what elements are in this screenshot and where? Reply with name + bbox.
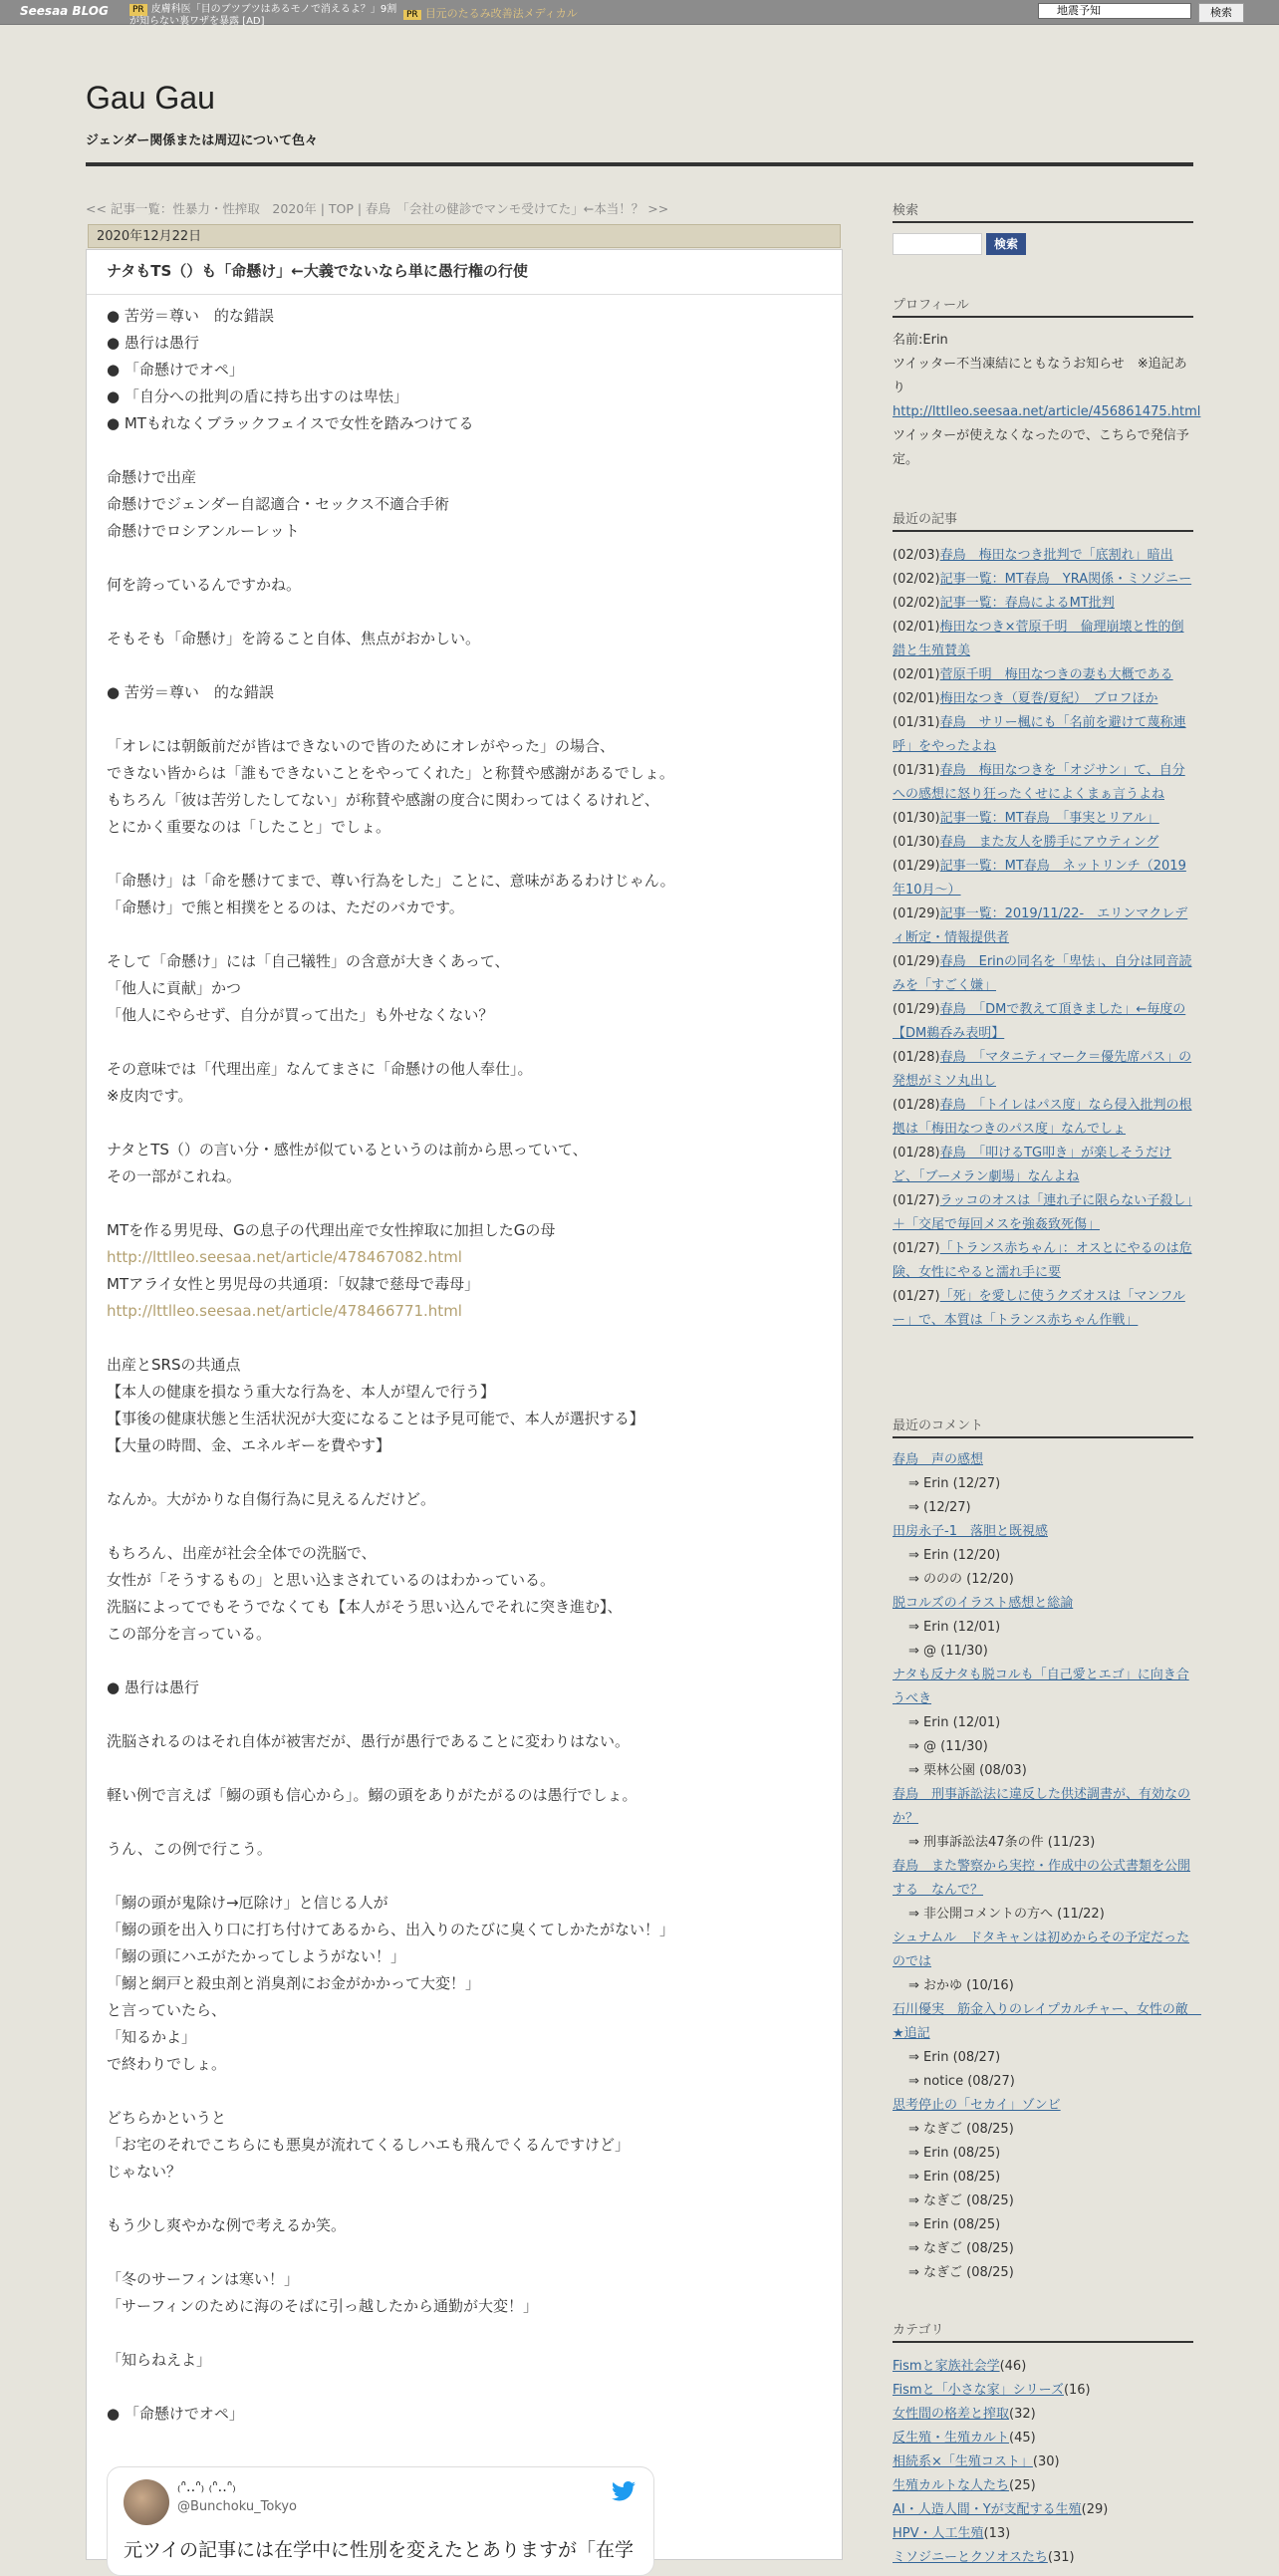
category-item [893,2522,1193,2546]
article-line: もちろん、出産が社会全体での洗脳で、 [107,1544,377,1562]
tweet-text: 元ツイの記事には在学中に性別を変えたとありますが「在学 [124,2539,635,2561]
recent-articles-heading: 最近の記事 [893,508,1193,532]
ad-banner-1[interactable] [129,4,398,28]
article-line [107,1863,824,1890]
pr-badge: PR [129,4,147,16]
article-line [107,437,824,464]
recent-article-link[interactable]: 菅原千明 梅田なつきの妻も大概である [939,667,1173,682]
recent-article-link[interactable]: 春鳥 Erinの同名を「卑怯」、自分は同音読みを「すごく嫌」 [893,954,1192,993]
comment-entry[interactable]: ⇒ @ (11/30) [908,1739,988,1754]
recent-article-link[interactable]: 「トランス赤ちゃん」：オスとにやるのは危険、女性にやると濡れ手に要 [893,1241,1192,1280]
article-line: そして「命懸け」には「自己犠牲」の含意が大きくあって、 [107,952,510,970]
categories-heading: カテゴリ [893,2319,1193,2343]
category-count: (32) [1009,2407,1036,2422]
article-line [107,1325,824,1352]
article-line: ● 「自分への批判の盾に持ち出すのは卑怯」 [107,387,408,405]
recent-article-item [893,855,1193,902]
category-link[interactable]: ミソジニーとクソオスたち [893,2550,1048,2565]
category-link[interactable]: Fismと「小さな家」シリーズ [893,2383,1064,2398]
recent-article-item [893,831,1193,855]
recent-article-item [893,950,1193,998]
recent-article-link[interactable]: 記事一覧：2019/11/22- エリンマクレディ断定・情報提供者 [893,906,1188,945]
recent-article-link[interactable]: 梅田なつき×菅原千明 倫理崩壊と性的倒錯と生殖賛美 [893,620,1184,658]
blog-description: ジェンダー関係または周辺について色々 [86,133,318,148]
comment-article-item [893,1927,1193,1974]
article-line: その一部がこれね。 [107,1167,242,1185]
recent-article-item [893,902,1193,950]
article-line: 「命懸け」で熊と相撲をとるのは、ただのバカです。 [107,899,464,916]
article-line [107,2320,824,2347]
article-line [107,2186,824,2212]
search-heading: 検索 [893,199,1193,223]
recent-article-date: (01/29) [893,859,940,874]
category-count: (31) [1047,2550,1075,2565]
article-line [107,1513,824,1540]
article-line: なんか。大がかりな自傷行為に見えるんだけど。 [107,1490,436,1508]
article-line [107,599,824,626]
recent-article-date: (02/01) [893,667,940,682]
article-line: ● 「命懸けでオペ」 [107,2405,244,2423]
comment-entry[interactable]: ⇒ おかゆ (10/16) [908,1978,1014,1993]
article-line: ※皮肉です。 [107,1087,193,1105]
comment-article-link[interactable]: シュナムル ドタキャンは初めからその予定だったのでは [893,1931,1190,1969]
recent-article-date: (01/28) [893,1050,940,1065]
comment-entry[interactable]: ⇒ Erin (08/25) [908,2217,1001,2232]
article-title[interactable]: ナタもTS（）も「命懸け」←大義でないなら単に愚行権の行使 [107,262,528,280]
article-line: ● 「命懸けでオペ」 [107,361,244,379]
comment-article-item [893,1998,1201,2046]
article-line [107,921,824,948]
article-line [107,545,824,572]
recent-article-date: (01/30) [893,811,940,826]
recent-article-link[interactable]: 春鳥 梅田なつき批判で「底割れ」暗出 [939,548,1173,563]
recent-article-link[interactable]: 春鳥 また友人を勝手にアウティング [939,835,1159,850]
profile-name: 名前:Erin [893,333,948,348]
article-line [107,841,824,868]
comment-entry[interactable]: ⇒ なぎご (08/25) [908,2265,1014,2280]
article-line [107,1110,824,1137]
embedded-tweet[interactable] [107,2466,654,2576]
recent-comments-list [893,1448,1201,2285]
article-line: 【大量の時間、金、エネルギーを費やす】 [107,1436,391,1454]
recent-article-date: (02/01) [893,691,940,706]
recent-article-date: (01/27) [893,1193,940,1208]
comment-article-link[interactable]: 春鳥 また警察から実控・作成中の公式書類を公開する なんで？ [893,1859,1191,1898]
article-line [107,2078,824,2105]
article-line: その意味では「代理出産」なんてまさに「命懸けの他人奉仕」。 [107,1060,533,1078]
article-line: 洗脳によってでもそうでなくても【本人がそう思い込んでそれに突き進む】、 [107,1598,623,1616]
category-count: (16) [1063,2383,1091,2398]
article-line: MTを作る男児母、Gの息子の代理出産で女性搾取に加担したGの母 [107,1221,556,1239]
recent-article-link[interactable]: 春鳥 梅田なつきを「オジサン」て、自分への感想に怒り狂ったくせによくまぁ言うよね [893,763,1185,802]
comment-entry[interactable]: ⇒ Erin (12/20) [908,1548,1001,1563]
ad-banner-2[interactable] [403,5,578,21]
comment-article-link[interactable]: 春鳥 声の感想 [893,1452,984,1467]
comment-article-link[interactable]: 思考停止の「セカイ」ゾンビ [893,2098,1061,2113]
sidebar-search-button[interactable]: 検索 [986,233,1026,255]
article-line: ● MTもれなくブラックフェイスで女性を踏みつけてる [107,414,474,432]
comment-article-link[interactable]: 田房永子-1 落胆と既視感 [893,1524,1048,1539]
tweet-author-name[interactable]: ₍ᐢ‥ᐢ₎ ₍ᐢ‥ᐢ₎ [177,2479,236,2495]
categories-list [893,2355,1193,2570]
article-line [107,2374,824,2401]
article-line [107,1648,824,1674]
recent-article-date: (01/30) [893,835,940,850]
article-line: 「鰯と網戸と殺虫剤と消臭剤にお金がかかって大変！」 [107,1974,481,1992]
recent-article-item [893,616,1193,663]
article-line: 出産とSRSの共通点 [107,1356,241,1374]
article-line: 【本人の健康を損なう重大な行為を、本人が望んで行う】 [107,1383,496,1401]
recent-article-item [893,1142,1193,1189]
category-count: (46) [999,2359,1027,2374]
article-line: ● 愚行は愚行 [107,334,199,352]
article-line: 洗脳されるのはそれ自体が被害だが、愚行が愚行であることに変わりはない。 [107,1732,631,1750]
article-line: 命懸けで出産 [107,468,197,486]
article-line: どちらかというと [107,2109,227,2127]
recent-article-link[interactable]: 春鳥 「マタニティマーク＝優先席パス」の発想がミソ丸出し [893,1050,1192,1089]
article-line: ● 苦労＝尊い 的な錯誤 [107,307,274,325]
recent-article-date: (02/03) [893,548,940,563]
comment-article-item [893,1664,1193,1711]
top-search-button[interactable]: 検索 [1198,3,1244,23]
avatar[interactable] [124,2479,169,2525]
comment-article-item [893,1592,1193,1616]
comment-article-link[interactable]: 脱コルズのイラスト感想と総論 [893,1596,1074,1611]
comment-entry[interactable]: ⇒ ののの (12/20) [908,1572,1014,1587]
recent-article-link[interactable]: 春鳥 「DMで教えて頂きました」←毎度の【DM鵜呑み表明】 [893,1002,1186,1041]
header-divider [86,162,1193,166]
comment-entry[interactable]: ⇒ Erin (12/01) [908,1620,1001,1635]
article-line: もちろん「彼は苦労したしてない」が称賛や感謝の度合に関わってはくるけれど、 [107,791,659,809]
comment-entry[interactable]: ⇒ @ (11/30) [908,1644,988,1659]
recent-article-link[interactable]: 梅田なつき（夏巻/夏紀） ブロフほか [939,691,1158,706]
recent-article-date: (01/29) [893,906,940,921]
comment-article-link[interactable]: 石川優実 筋金入りのレイプカルチャー、女性の敵 ★追記 [893,2002,1201,2041]
article-line [107,1029,824,1056]
twitter-bird-icon[interactable] [611,2481,637,2501]
article-line: 「オレには朝飯前だが皆はできないので皆のためにオレがやった」の場合、 [107,737,616,755]
profile-note: ツイッター不当凍結にともなうお知らせ ※追記あり [893,357,1187,395]
category-item [893,2355,1193,2379]
recent-article-date: (01/28) [893,1098,940,1113]
comment-entry[interactable]: ⇒ Erin (08/25) [908,2146,1001,2161]
recent-articles-list [893,544,1193,1333]
category-count: (30) [1032,2454,1060,2469]
article-line: じゃない？ [107,2163,182,2181]
recent-article-link[interactable]: 記事一覧：MT春鳥 ネットリンチ（2019年10月～） [893,859,1186,898]
article-line: 命懸けでジェンダー自認適合・セックス不適合手術 [107,495,449,513]
comment-article-item [893,1855,1193,1903]
recent-article-item [893,1046,1193,1094]
article-line: 「他人にやらせず、自分が買って出た」も外せなくない？ [107,1006,494,1024]
article-line: この部分を言っている。 [107,1625,272,1643]
recent-article-item [893,1094,1193,1142]
article-line [107,1755,824,1782]
recent-article-date: (01/29) [893,954,940,969]
article-line: 「サーフィンのために海のそばに引っ越したから通勤が大変！」 [107,2297,539,2315]
recent-article-item [893,711,1193,759]
profile-block [893,329,1201,472]
recent-article-item [893,568,1193,592]
comment-entry[interactable]: ⇒ なぎご (08/25) [908,2241,1014,2256]
article-line: 「鰯の頭にハエがたかってしようがない！」 [107,1947,406,1965]
article-line: 命懸けでロシアンルーレット [107,522,300,540]
recent-article-item [893,807,1193,831]
comment-entry[interactable]: ⇒ (12/27) [908,1500,971,1515]
recent-article-date: (01/27) [893,1289,940,1304]
category-link[interactable]: 女性間の格差と搾取 [893,2407,1010,2422]
profile-note-2: ツイッターが使えなくなったので、こちらで発信予定。 [893,428,1189,467]
article-line: ● 愚行は愚行 [107,1678,199,1696]
article-line: うん、この例で行こう。 [107,1840,272,1858]
article-line: 「知るかよ」 [107,2028,197,2046]
article-line: 何を誇っているんですかね。 [107,576,302,594]
category-link[interactable]: HPV・人工生殖 [893,2526,984,2541]
article-link[interactable]: http://lttlleo.seesaa.net/article/478466771.html [107,1302,462,1320]
article-line: 「他人に貢献」かつ [107,979,242,997]
comment-entry[interactable]: ⇒ 非公開コメントの方へ (11/22) [908,1907,1105,1922]
category-count: (45) [1009,2431,1036,2446]
blog-title[interactable]: Gau Gau [86,80,215,116]
article-line [107,706,824,733]
article-line: と言っていたら、 [107,2001,227,2019]
comment-entry[interactable]: ⇒ notice (08/27) [908,2074,1015,2089]
category-link[interactable]: 反生殖・生殖カルト [893,2431,1010,2446]
comment-article-item [893,1783,1193,1831]
top-search-input[interactable]: 地震予知 [1038,3,1191,19]
article-line [107,1244,824,1271]
comment-article-item [893,1448,1193,1472]
category-item [893,2474,1193,2498]
ad-text-2[interactable]: 目元のたるみ改善法メディカル [424,7,578,20]
article-line [107,1190,824,1217]
article-line: 「冬のサーフィンは寒い！」 [107,2270,300,2288]
category-count: (29) [1081,2502,1109,2517]
comment-entry[interactable]: ⇒ 刑事訴訟法47条の件 (11/23) [908,1835,1096,1850]
article-line [107,652,824,679]
recent-article-link[interactable]: ラッコのオスは「連れ子に限らない子殺し」＋「交尾で毎回メスを強姦致死傷」 [893,1193,1192,1232]
article-line: で終わりでしょ。 [107,2055,227,2073]
profile-heading: プロフィール [893,294,1193,318]
recent-comments-heading: 最近のコメント [893,1415,1193,1438]
category-link[interactable]: Fismと家族社会学 [893,2359,1000,2374]
recent-article-date: (02/01) [893,620,940,635]
comment-entry[interactable]: ⇒ Erin (08/25) [908,2170,1001,2185]
category-link[interactable]: AI・人造人間・Yが支配する生殖 [893,2502,1082,2517]
article-line: 「命懸け」は「命を懸けてまで、尊い行為をした」ことに、意味があるわけじゃん。 [107,872,675,890]
comment-entry[interactable]: ⇒ Erin (12/27) [908,1476,1001,1491]
comment-article-item [893,1520,1193,1544]
recent-article-item [893,544,1193,568]
article-line: 【事後の健康状態と生活状況が大変になることは予見可能で、本人が選択する】 [107,1410,644,1427]
recent-article-date: (01/28) [893,1146,940,1160]
seesaa-logo[interactable]: Seesaa BLOG [20,4,109,18]
recent-article-date: (01/31) [893,715,940,730]
recent-article-link[interactable]: 春鳥 サリー楓にも「名前を避けて蔑称連呼」をやったよね [893,715,1186,754]
category-item [893,2450,1193,2474]
recent-article-link[interactable]: 記事一覧：MT春鳥 「事実とリアル」 [939,811,1159,826]
comment-article-link[interactable]: ナタも反ナタも脱コルも「自己愛とエゴ」に向き合うべき [893,1668,1189,1706]
comment-entry[interactable]: ⇒ なぎご (08/25) [908,2122,1014,2137]
article-line: 女性が「そうするもの」と思い込まされているのはわかっている。 [107,1571,556,1589]
article-line: MTアライ女性と男児母の共通項：「奴隷で慈母で毒母」 [107,1275,480,1293]
category-item [893,2498,1193,2522]
category-item [893,2427,1193,2450]
article-line: できない皆からは「誰もできないことをやってくれた」と称賛や感謝があるでしょ。 [107,764,674,782]
article-text [107,303,824,2428]
article-line: とにかく重要なのは「したこと」でしょ。 [107,818,391,836]
category-count: (13) [983,2526,1011,2541]
category-link[interactable]: 生殖カルトな人たち [893,2478,1010,2493]
recent-article-link[interactable]: 「死」を愛しに使うクズオスは「マンフルー」で、本質は「トランス赤ちゃん作戦」 [893,1289,1185,1328]
recent-article-date: (02/02) [893,572,940,587]
article-line: 「鰯の頭を出入り口に打ち付けてあるから、出入りのたびに臭くてしかたがない！」 [107,1921,675,1938]
category-item [893,2379,1193,2403]
recent-article-item [893,663,1193,687]
article-line [107,1298,824,1325]
category-link[interactable]: 相続系×「生殖コスト」 [893,2454,1033,2469]
article-line: 軽い例で言えば「鰯の頭も信心から」。鰯の頭をありがたがるのは愚行でしょ。 [107,1786,638,1804]
title-divider [87,294,842,295]
recent-article-link[interactable]: 春鳥 「トイレはパス度」なら侵入批判の根拠は「梅田なつきのパス度」なんでしょ [893,1098,1192,1137]
recent-article-item [893,1237,1193,1285]
comment-entry[interactable]: ⇒ Erin (08/27) [908,2050,1001,2065]
sidebar-search-input[interactable] [893,233,982,255]
comment-article-link[interactable]: 春鳥 刑事訴訟法に違反した供述調書が、有効なのか？ [893,1787,1191,1826]
pr-badge-2: PR [403,10,421,20]
recent-article-item [893,759,1193,807]
recent-article-date: (02/02) [893,596,940,611]
article-line: 「お宅のそれでこちらにも悪臭が流れてくるしハエも飛んでくるんですけど」 [107,2136,631,2154]
recent-article-link[interactable]: 記事一覧：MT春鳥 YRA関係・ミソジニー [939,572,1192,587]
comment-entry[interactable]: ⇒ Erin (12/01) [908,1715,1001,1730]
recent-article-link[interactable]: 記事一覧：春鳥によるMT批判 [939,596,1115,611]
recent-article-item [893,1285,1193,1333]
comment-entry[interactable]: ⇒ 栗林公園 (08/03) [908,1763,1027,1778]
recent-article-item [893,998,1193,1046]
article-body [86,249,843,2560]
article-line: 「知らねえよ」 [107,2351,212,2369]
article-line [107,1701,824,1728]
recent-article-date: (01/31) [893,763,940,778]
tweet-author-handle[interactable]: @Bunchoku_Tokyo [177,2499,298,2514]
article-line: もう少し爽やかな例で考えるか笑。 [107,2216,347,2234]
recent-article-date: (01/27) [893,1241,940,1256]
recent-article-item [893,592,1193,616]
recent-article-item [893,687,1193,711]
article-line: そもそも「命懸け」を誇ること自体、焦点がおかしい。 [107,630,481,647]
recent-article-date: (01/29) [893,1002,940,1017]
article-line: 「鰯の頭が鬼除け→厄除け」と信じる人が [107,1894,388,1912]
article-line [107,2239,824,2266]
article-line: ● 苦労＝尊い 的な錯誤 [107,683,274,701]
article-nav[interactable]: << 記事一覧：性暴力・性搾取 2020年 | TOP | 春鳥 「会社の健診でマンモ受けてた」←本当！？ >> [86,201,669,216]
comment-entry[interactable]: ⇒ なぎご (08/25) [908,2193,1014,2208]
ad-text-1[interactable]: 皮膚科医「目のブツブツはあるモノで消えるよ？」9割が知らない裏ワザを暴露 [AD] [129,4,397,27]
category-item [893,2546,1193,2570]
article-date: 2020年12月22日 [88,224,841,248]
article-line: ナタとTS（）の言い分・感性が似ているというのは前から思っていて、 [107,1141,588,1159]
article-line [107,1809,824,1836]
article-link[interactable]: http://lttlleo.seesaa.net/article/478467082.html [107,1248,462,1266]
top-bar [0,0,1279,25]
category-count: (25) [1009,2478,1036,2493]
category-item [893,2403,1193,2427]
comment-article-item [893,2094,1193,2118]
recent-article-link[interactable]: 春鳥 「叩けるTG叩き」が楽しそうだけど、「ブーメラン劇場」なんよね [893,1146,1172,1184]
profile-link[interactable]: http://lttlleo.seesaa.net/article/456861475.html [893,404,1201,419]
recent-article-item [893,1189,1193,1237]
article-line [107,1459,824,1486]
